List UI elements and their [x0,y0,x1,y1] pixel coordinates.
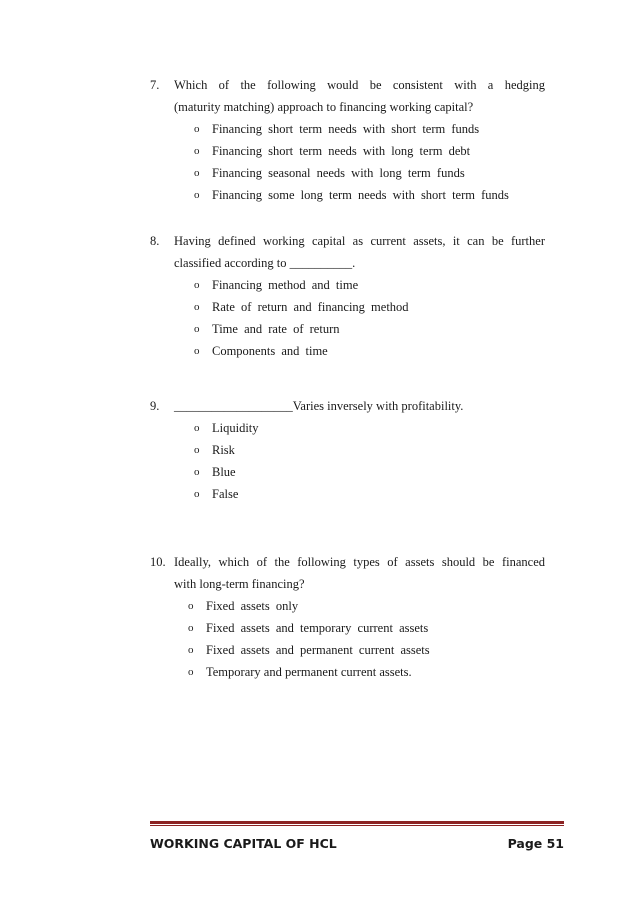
question-number: 9. [150,399,160,413]
option-item [150,162,545,184]
option-text: Financing some long term needs with short term funds [212,188,509,202]
option-item [150,661,545,683]
question-10 [150,551,545,683]
footer-rule [150,825,564,826]
option-text: Fixed assets only [206,599,299,613]
bullet-icon: o [194,466,200,478]
options-list [150,274,545,362]
question-text: with long-term financing? [174,577,305,591]
question-text: Which of the following would be consistent with a hedging [174,78,545,92]
question-9 [150,395,545,505]
bullet-icon: o [194,145,200,157]
options-list [150,118,545,206]
option-item [150,340,545,362]
option-item [150,461,545,483]
question-10-line-1 [150,551,545,573]
option-item [150,417,545,439]
option-text: Blue [212,465,236,479]
option-item [150,184,545,206]
question-number: 8. [150,234,160,248]
options-list [150,417,545,505]
option-item [150,296,545,318]
question-number: 10. [150,555,166,569]
option-item [150,639,545,661]
bullet-icon: o [194,123,200,135]
question-text: (maturity matching) approach to financing working capital? [174,100,474,114]
question-7-line-1 [150,74,545,96]
option-text: Risk [212,443,235,457]
option-text: Financing short term needs with long term debt [212,144,471,158]
question-number: 7. [150,78,160,92]
option-text: Financing seasonal needs with long term funds [212,166,465,180]
bullet-icon: o [188,600,194,612]
bullet-icon: o [194,345,200,357]
option-item [150,439,545,461]
question-7-line-2 [150,96,545,118]
bullet-icon: o [194,167,200,179]
bullet-icon: o [188,622,194,634]
option-text: Fixed assets and temporary current assets [206,621,429,635]
question-10-line-2 [150,573,545,595]
bullet-icon: o [194,279,200,291]
question-8-line-1 [150,230,545,252]
option-item [150,140,545,162]
footer-title: WORKING CAPITAL OF HCL [150,836,337,851]
option-text: Temporary and permanent current assets. [206,665,412,679]
option-item [150,595,545,617]
page-footer [150,821,564,858]
bullet-icon: o [194,189,200,201]
option-item [150,118,545,140]
option-text: Fixed assets and permanent current assets [206,643,430,657]
footer-row [150,836,564,858]
question-7 [150,74,545,206]
option-item [150,617,545,639]
option-text: Time and rate of return [212,322,340,336]
option-text: Rate of return and financing method [212,300,409,314]
option-text: Financing short term needs with short term funds [212,122,480,136]
footer-rule [150,821,564,824]
option-text: Components and time [212,344,328,358]
question-text: Having defined working capital as current assets, it can be further [174,234,545,248]
bullet-icon: o [188,666,194,678]
bullet-icon: o [194,323,200,335]
question-text: classified according to __________. [174,256,356,270]
bullet-icon: o [188,644,194,656]
option-item [150,318,545,340]
question-8-line-2 [150,252,545,274]
bullet-icon: o [194,444,200,456]
bullet-icon: o [194,488,200,500]
question-text: ___________________Varies inversely with profitability. [174,399,464,413]
bullet-icon: o [194,422,200,434]
question-8 [150,230,545,362]
option-text: Financing method and time [212,278,359,292]
option-text: False [212,487,239,501]
option-item [150,274,545,296]
question-9-line-1 [150,395,545,417]
question-text: Ideally, which of the following types of assets should be financed [174,555,545,569]
bullet-icon: o [194,301,200,313]
option-text: Liquidity [212,421,259,435]
page-number: Page 51 [507,836,564,851]
options-list [150,595,545,683]
option-item [150,483,545,505]
